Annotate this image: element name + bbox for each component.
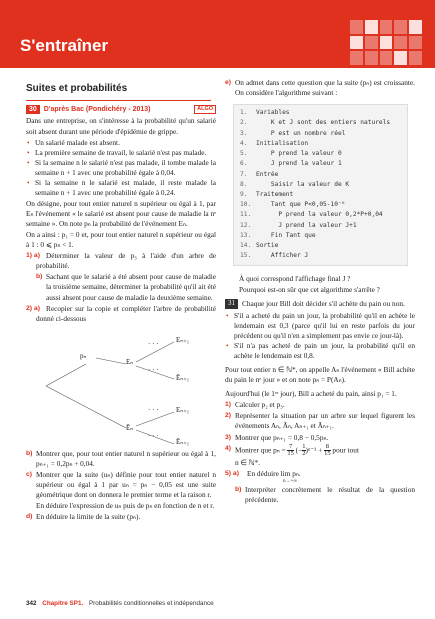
line-code: Variables [256,109,290,117]
line-code: Entrée [256,170,279,178]
question-text: pour tout [332,445,359,455]
tree-node-en-bar: Ēₙ [126,423,134,432]
algorithm-line [240,210,401,220]
exercise-intro: Dans une entreprise, on s'intéresse à la probabilité qu'un salarié soit absent durant une période d'épidémie de grippe. [26,116,216,136]
line-code: Tant que P<0,05-10⁻ᴷ [256,201,346,209]
numerator: 7 [289,442,293,450]
tree-node-en: Eₙ [126,357,134,366]
line-number: 8. [240,180,248,188]
hypotheses-list [26,138,216,198]
definition-text: On désigne, pour tout entier naturel n supérieur ou égal à 1, par Eₙ l'événement « le salarié est absent pour cause de maladie la nᵉ semaine ». On note pₙ la probabilité de l'événement Eₙ. [26,198,216,229]
left-column [26,78,216,523]
question-label: 2) [225,412,232,420]
line-number: 4. [240,139,248,147]
exercise-source: D'après Bac (Pondichéry - 2013) [43,105,151,113]
line-code: Sortie [256,242,279,250]
algorithm-question-2: Pourquoi est-on sûr que cet algorithme s'arrête ? [239,284,380,294]
line-code: P prend la valeur 0 [256,150,342,158]
question-2b [26,449,216,469]
algorithm-line [240,118,401,128]
question-label: 2) a) [26,304,40,312]
line-code: K et J sont des entiers naturels [256,119,391,127]
question-label: 5) a) [225,469,239,477]
question-5a [225,469,415,484]
question-text: Montrer que pₙ₊₁ = 0,8 − 0,5pₙ. [235,432,329,442]
line-number: 14. [240,242,252,250]
list-item: • La première semaine de travail, le salarié n'est pas malade. [26,148,216,158]
question-text: Recopier sur la copie et compléter l'arbre de probabilité donné ci-dessous [36,303,216,323]
question-text: Représenter la situation par un arbre sur lequel figurent les événements Aₙ, Āₙ, Aₙ₊₁ et Āₙ₊₁. [235,411,415,431]
line-number: 15. [240,252,252,260]
question-text: Sachant que le salarié a été absent pour cause de maladie la troisième semaine, déterminer la probabilité qu'il ait été aussi absent pour cause de maladie la deuxième semaine. [46,272,216,302]
definition-text: Pour tout entier n ∈ ℕ*, on appelle Aₙ l'événement « Bill achète du pain le nᵉ jour » et on note pₙ = P(Aₙ). [225,365,415,385]
fraction [324,444,331,458]
line-number: 6. [240,160,248,168]
question-text: En déduire lim pₙ. [247,468,301,478]
question-label: 3) [225,433,232,441]
numerator: 1 [302,442,306,450]
question-label: 4) [225,444,232,452]
chapter-label: Chapitre SP1. [42,600,84,607]
page-title: S'entraîner [20,36,109,55]
math-text: )ⁿ⁻¹ + [305,445,323,455]
line-number: 5. [240,150,248,158]
line-number: 12. [240,221,252,229]
line-number: 3. [240,129,248,137]
initial-text: On a ainsi : p₁ = 0 et, pour tout entier naturel n supérieur ou égal à 1 : 0 ⩽ pₙ < 1. [26,230,216,250]
question-text: En déduire l'expression de uₙ puis de pₙ en fonction de n et r. [36,501,215,511]
page-footer [26,600,214,609]
list-item: • Un salarié malade est absent. [26,138,216,148]
question-2 [225,411,415,431]
question-label: d) [26,513,33,521]
question-text: On admet dans cette question que la suite (pₙ) est croissante. On considère l'algorithme suivant : [235,78,415,98]
algo-badge: ALGO [194,105,216,115]
line-code: Traitement [256,191,294,198]
section-title: Suites et probabilités [26,83,128,94]
exercise-intro: Chaque jour Bill doit décider s'il achète du pain ou non. [242,298,405,308]
algorithm-line [240,129,401,139]
question-label: b) [36,273,43,281]
algorithm-box [233,104,408,266]
limit-subscript: n→+∞ [283,478,297,484]
question-text: En déduire la limite de la suite (pₙ). [36,512,141,522]
line-number: 1. [240,109,248,117]
probability-tree [26,326,216,446]
numerator: 8 [325,442,329,450]
question-text: Interpréter concrètement le résultat de la question précédente. [245,484,415,504]
line-code: P prend la valeur 0,2*P+0,04 [256,211,383,219]
tree-dots: · · · [148,431,159,440]
tree-leaf: Eₙ₊₁ [176,335,190,344]
line-number: 7. [240,170,248,178]
list-item: • S'il a acheté du pain un jour, la probabilité qu'il en achète le lendemain est 0,3 (parce qu'il lui en reste parfois du jour précédent ou qu'il n'en a simplement pas envie ce jour-là). [225,311,415,341]
question-text: Calculer p₂ et p₃. [235,400,285,410]
algorithm-line [240,149,401,159]
question-text: Montrer que, pour tout entier naturel n supérieur ou égal à 1, pₙ₊₁ = 0,2pₙ + 0,04. [36,448,216,468]
initial-text: Aujourd'hui (le 1ᵉʳ jour), Bill a acheté du pain, ainsi p₁ = 1. [225,389,397,399]
algorithm-line [240,170,401,180]
tree-leaf: Eₙ₊₁ [176,405,190,414]
chapter-title: Probabilités conditionnelles et indépendance [88,600,214,607]
algorithm-line [240,200,401,210]
right-column [225,78,415,506]
denominator: 15 [287,450,294,458]
algorithm-question-1: À quoi correspond l'affichage final J ? [239,273,351,283]
line-number: 2. [240,119,248,127]
tree-dots: · · · [148,365,159,374]
hypotheses-list [225,311,415,361]
question-label: e) [225,79,232,86]
question-text: Montrer que pₙ = [235,445,286,455]
tree-dots: · · · [148,339,159,348]
algorithm-line [240,108,401,118]
question-label: c) [26,470,33,478]
question-text: Déterminer la valeur de p₃ à l'aide d'un arbre de probabilité. [36,251,216,271]
exercise-30-header [26,105,216,115]
question-label: 1) a) [26,252,40,260]
line-code: P est un nombre réel [256,129,346,137]
line-number: 11. [240,211,252,219]
algorithm-line [240,180,401,190]
line-number: 13. [240,231,252,239]
line-code: Fin Tant que [256,231,316,239]
line-number: 9. [240,191,248,198]
exercise-number: 30 [26,105,40,115]
line-code: J prend la valeur J+1 [256,221,357,229]
tree-leaf: Ēₙ₊₁ [176,437,190,446]
question-text: n ∈ ℕ*. [235,457,260,467]
question-label: b) [235,485,242,493]
algorithm-line [240,251,401,261]
fraction [287,444,294,458]
tree-leaf: Ēₙ₊₁ [176,373,190,382]
line-code: Initialisation [256,139,309,147]
question-label: b) [26,449,33,457]
line-code: J prend la valeur 1 [256,160,342,168]
line-code: Saisir la valeur de K [256,180,350,188]
question-text: Montrer que la suite (uₙ) définie pour tout entier naturel n supérieur ou égal à 1 par uₙ = pₙ − 0,05 est une suite géométrique dont on donnera le premier terme et la raison r. [36,469,216,499]
question-2c-followup [26,501,216,511]
section-rule [26,100,211,101]
line-code: Afficher J [256,252,309,260]
list-item: • Si la semaine n le salarié n'est pas malade, il tombe malade la semaine n + 1 avec une probabilité égale à 0,04. [26,158,216,178]
algorithm-line [240,231,401,241]
question-2e [225,78,415,98]
algorithm-line [240,221,401,231]
exercise-number: 31 [225,299,238,309]
denominator: 2 [302,450,306,458]
decorative-grid [350,20,422,65]
question-label: 1) [225,401,232,409]
question-1a [26,251,216,271]
question-3 [225,433,415,443]
question-5b [225,485,415,505]
algorithm-line [240,241,401,251]
question-1b [26,272,216,302]
math-text: (− [295,445,303,455]
question-1 [225,400,415,410]
question-2c [26,470,216,500]
page-header [0,0,435,68]
exercise-31-header [225,299,415,309]
line-number: 10. [240,201,252,209]
question-4 [225,444,415,468]
question-2d [26,512,216,522]
question-2a [26,304,216,324]
algorithm-line [240,139,401,149]
algorithm-line [240,159,401,169]
tree-dots: · · · [148,405,159,414]
tree-root-probability: pₙ [80,351,87,360]
page-number: 342 [26,600,37,607]
algorithm-line [240,190,401,200]
list-item: • S'il n'a pas acheté de pain un jour, la probabilité qu'il en achète le lendemain est 0,8. [225,341,415,361]
list-item: • Si la semaine n le salarié est malade, il reste malade la semaine n + 1 avec une probabilité égale à 0,24. [26,178,216,198]
denominator: 15 [324,450,331,458]
